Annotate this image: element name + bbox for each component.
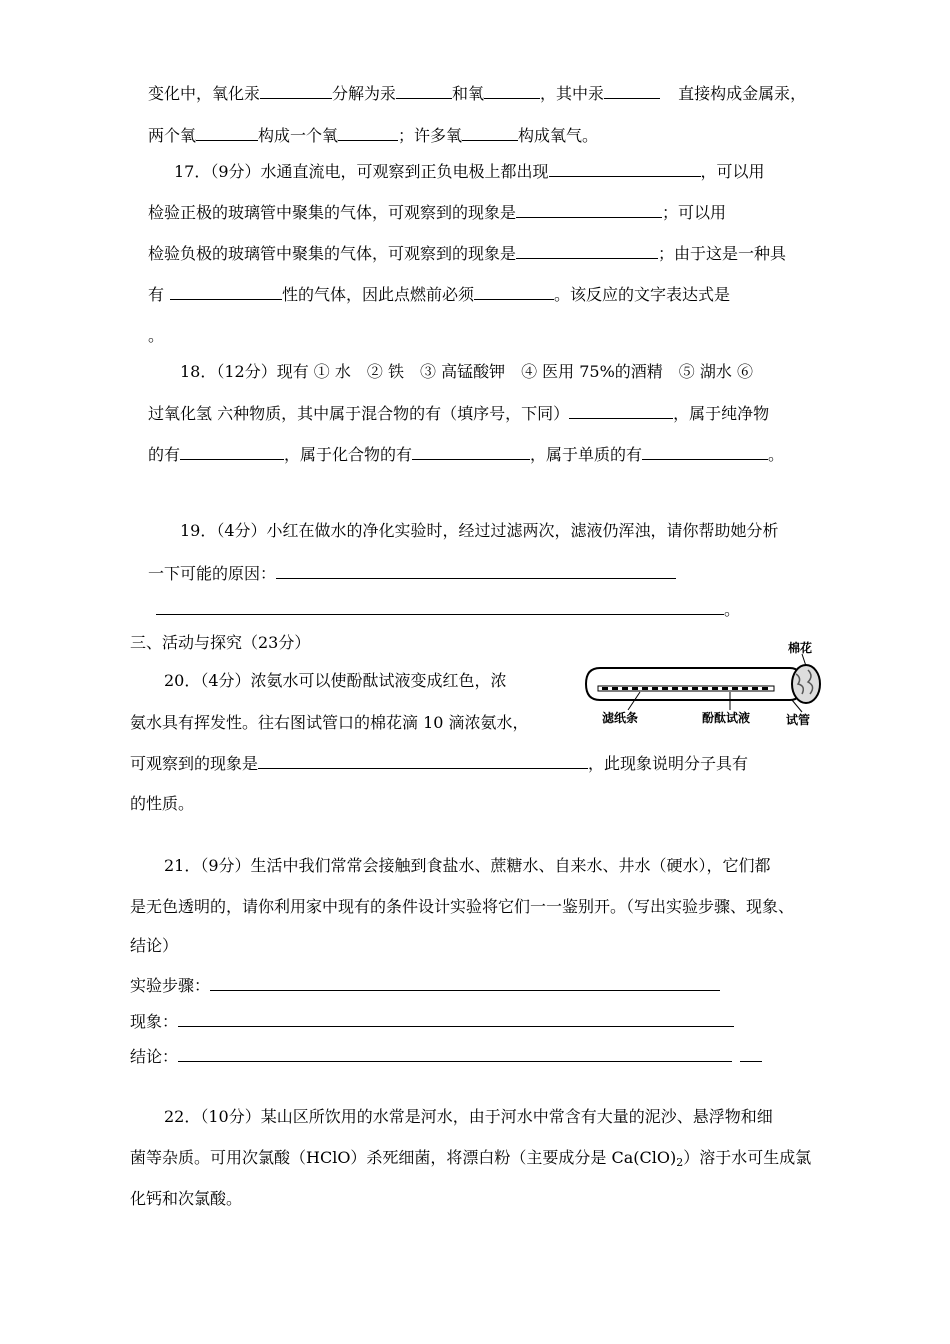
test-tube-body xyxy=(586,668,802,700)
q21-line1: 21．（9分）生活中我们常常会接触到食盐水、蔗糖水、自来水、井水（硬水），它们都 xyxy=(164,856,771,875)
q21-line3: 结论） xyxy=(130,936,179,955)
q17-line3 xyxy=(148,242,786,265)
answer-blank[interactable] xyxy=(196,124,258,141)
answer-blank[interactable] xyxy=(180,443,284,460)
answer-blank[interactable] xyxy=(462,124,518,141)
answer-blank[interactable] xyxy=(549,160,701,177)
answer-blank[interactable] xyxy=(642,443,768,460)
q18-line2 xyxy=(148,402,769,425)
answer-blank[interactable] xyxy=(170,283,282,300)
q17-line2 xyxy=(148,201,726,224)
text: ，属于单质的有 xyxy=(530,445,643,464)
text: 直接构成金属汞， xyxy=(678,84,807,103)
question-text: 17．（9分）水通直流电，可观察到正负电极上都出现 xyxy=(174,162,549,181)
field-label: 结论： xyxy=(130,1047,179,1066)
answer-blank[interactable] xyxy=(338,124,398,141)
q22-line1: 22．（10分）某山区所饮用的水常是河水，由于河水中常含有大量的泥沙、悬浮物和细 xyxy=(164,1107,773,1126)
text: 一下可能的原因： xyxy=(148,564,277,583)
text: ，此现象说明分子具有 xyxy=(588,754,749,773)
text: 可观察到的现象是 xyxy=(130,754,259,773)
text: 构成一个氧 xyxy=(258,126,339,145)
answer-blank[interactable] xyxy=(258,752,588,769)
text: 有 xyxy=(148,285,165,304)
text: 检验负极的玻璃管中聚集的气体，可观察到的现象是 xyxy=(148,244,517,263)
field-label: 现象： xyxy=(130,1012,179,1031)
q20-line4: 的性质。 xyxy=(130,794,195,813)
q20-line3 xyxy=(130,752,748,775)
text: 和氧 xyxy=(452,84,485,103)
q21-steps xyxy=(130,974,720,997)
subscript: 2 xyxy=(676,1156,684,1169)
answer-blank[interactable] xyxy=(516,242,658,259)
text: ；可以用 xyxy=(662,203,727,222)
section-title: 三、活动与探究（23分） xyxy=(130,633,311,652)
q22-line2 xyxy=(130,1147,811,1174)
text: ，属于化合物的有 xyxy=(284,445,413,464)
q19-line3 xyxy=(156,598,740,621)
text: 菌等杂质。可用次氯酸（HClO）杀死细菌，将漂白粉（主要成分是 Ca(ClO) xyxy=(130,1148,677,1167)
q20-line2: 氨水具有挥发性。往右图试管口的棉花滴 10 滴浓氨水， xyxy=(130,713,529,732)
text: 过氧化氢 六种物质，其中属于混合物的有（填序号，下同） xyxy=(148,404,570,423)
text: 的有 xyxy=(148,445,181,464)
q16-line2 xyxy=(148,124,598,147)
answer-blank[interactable] xyxy=(276,562,676,579)
text: ，其中汞 xyxy=(540,84,605,103)
answer-blank[interactable] xyxy=(178,1045,732,1062)
answer-blank[interactable] xyxy=(740,1045,762,1062)
q17-line4 xyxy=(148,283,730,306)
answer-blank[interactable] xyxy=(260,82,332,99)
q21-line2: 是无色透明的，请你利用家中现有的条件设计实验将它们一一鉴别开。（写出实验步骤、现象、 xyxy=(130,897,795,916)
q21-phenomenon xyxy=(130,1010,734,1033)
text: 检验正极的玻璃管中聚集的气体，可观察到的现象是 xyxy=(148,203,517,222)
field-label: 实验步骤： xyxy=(130,976,211,995)
text: ；由于这是一种具 xyxy=(658,244,787,263)
label-phenolphthalein: 酚酞试液 xyxy=(702,711,751,725)
q18-line1: 18．（12分）现有 ① 水 ② 铁 ③ 高锰酸钾 ④ 医用 75%的酒精 ⑤ 湖水 ⑥ xyxy=(180,362,753,381)
q18-line3 xyxy=(148,443,784,466)
cotton-plug xyxy=(792,665,820,703)
label-cotton: 棉花 xyxy=(788,641,813,655)
text: ；许多氧 xyxy=(398,126,463,145)
q19-line2 xyxy=(148,562,676,585)
answer-blank[interactable] xyxy=(412,443,530,460)
answer-blank[interactable] xyxy=(210,974,720,991)
q17-line1 xyxy=(174,160,765,183)
text: 性的气体，因此点燃前必须 xyxy=(282,285,475,304)
text: ）溶于水可生成氯 xyxy=(683,1148,812,1167)
label-test-tube: 试管 xyxy=(786,713,811,727)
label-filter-paper: 滤纸条 xyxy=(602,711,639,725)
answer-blank[interactable] xyxy=(474,283,554,300)
answer-blank[interactable] xyxy=(569,402,673,419)
q22-line3: 化钙和次氯酸。 xyxy=(130,1189,243,1208)
answer-blank[interactable] xyxy=(396,82,452,99)
q17-line5: 。 xyxy=(148,326,165,345)
text: 。 xyxy=(768,445,785,464)
text: 。 xyxy=(724,600,741,619)
text: 分解为汞 xyxy=(332,84,397,103)
test-tube-figure xyxy=(580,640,830,730)
text: 。该反应的文字表达式是 xyxy=(554,285,731,304)
text: 变化中，氧化汞 xyxy=(148,84,261,103)
answer-blank[interactable] xyxy=(156,598,724,615)
q20-line1: 20．（4分）浓氨水可以使酚酞试液变成红色，浓 xyxy=(164,671,507,690)
text: ，可以用 xyxy=(700,162,765,181)
q16-line1 xyxy=(148,82,806,105)
answer-blank[interactable] xyxy=(484,82,540,99)
text: ，属于纯净物 xyxy=(673,404,770,423)
answer-blank[interactable] xyxy=(604,82,660,99)
answer-blank[interactable] xyxy=(516,201,662,218)
answer-blank[interactable] xyxy=(178,1010,734,1027)
text: 两个氧 xyxy=(148,126,197,145)
text: 构成氧气。 xyxy=(518,126,599,145)
q19-line1: 19．（4分）小红在做水的净化实验时，经过过滤两次，滤液仍浑浊，请你帮助她分析 xyxy=(180,521,779,540)
q21-conclusion xyxy=(130,1045,762,1068)
